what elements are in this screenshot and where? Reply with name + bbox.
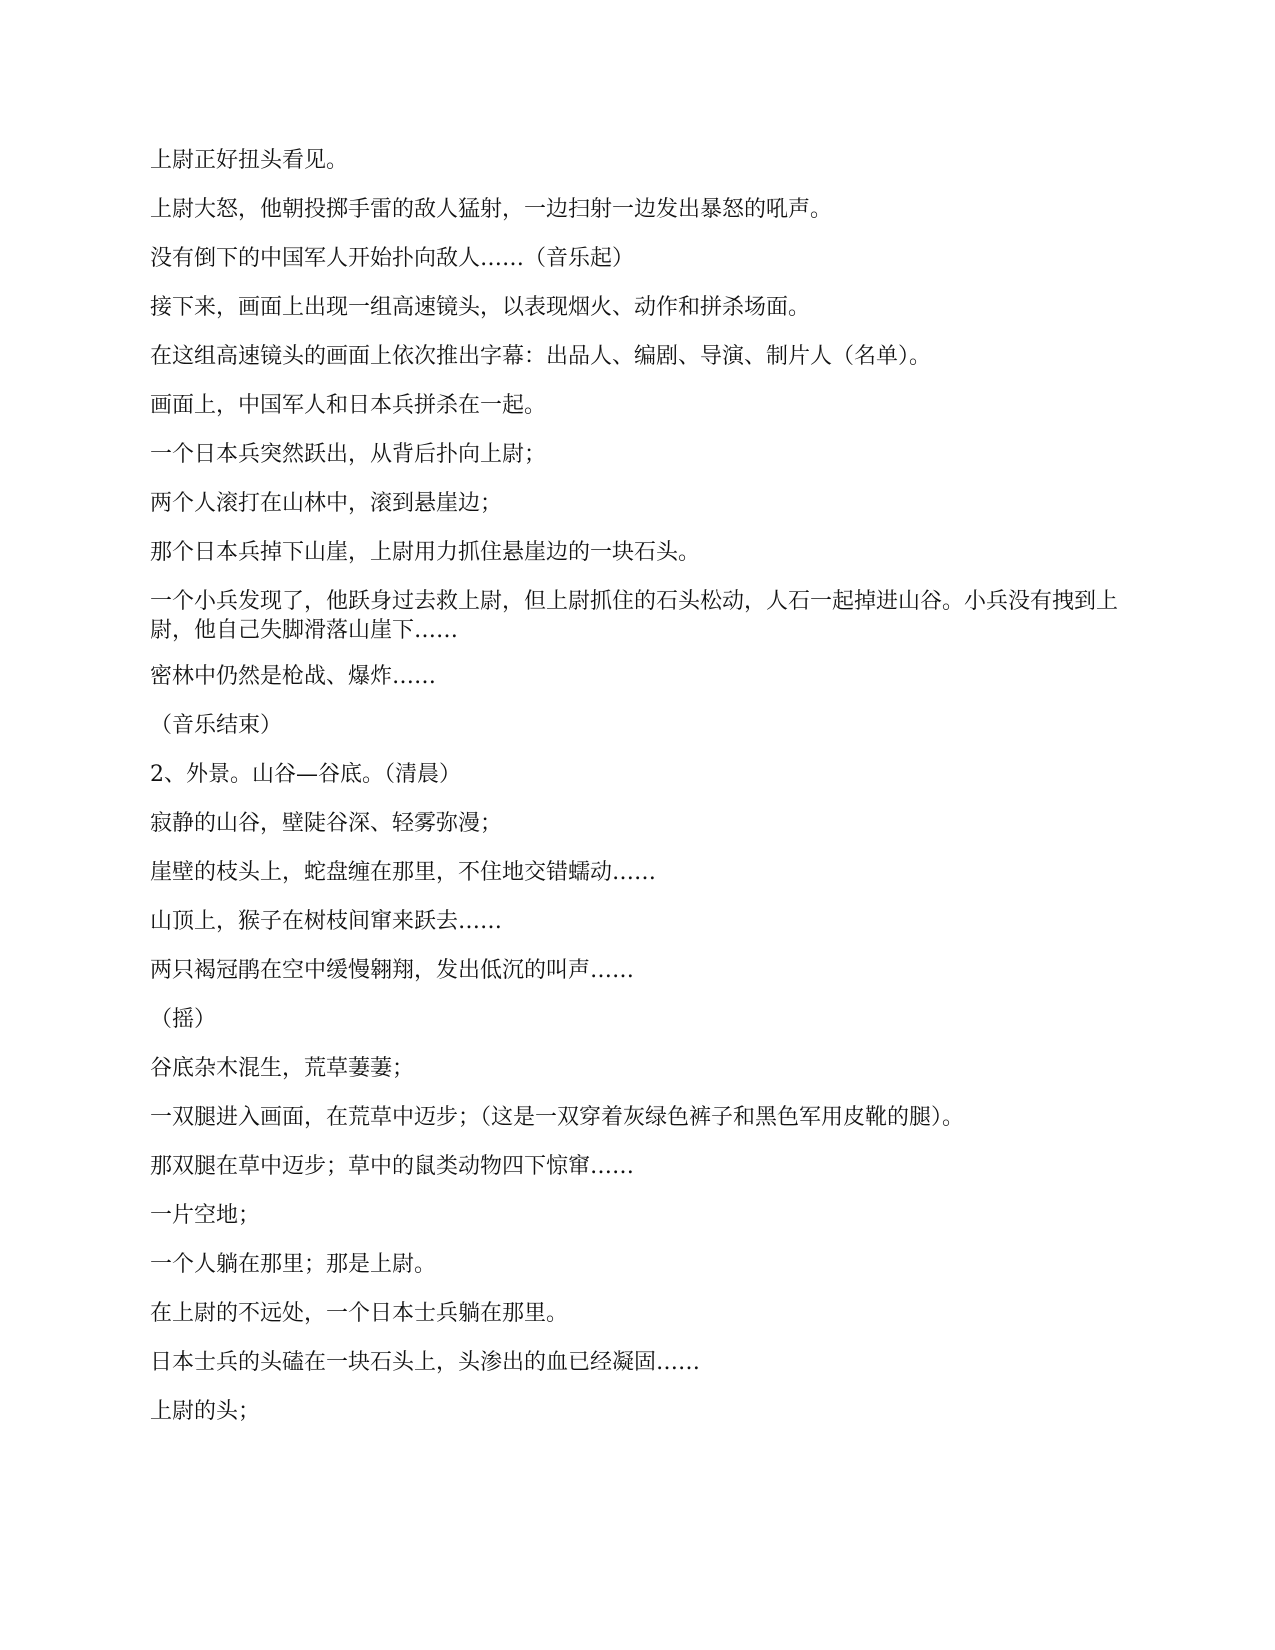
- paragraph: 谷底杂木混生，荒草萋萋；: [150, 1056, 415, 1081]
- paragraph: 山顶上，猴子在树枝间窜来跃去……: [150, 909, 503, 934]
- paragraph: 在上尉的不远处，一个日本士兵躺在那里。: [150, 1301, 569, 1326]
- paragraph: 接下来，画面上出现一组高速镜头，以表现烟火、动作和拼杀场面。: [150, 295, 811, 320]
- paragraph: 寂静的山谷，壁陡谷深、轻雾弥漫；: [150, 811, 503, 836]
- paragraph: （音乐结束）: [150, 713, 283, 738]
- paragraph: 画面上，中国军人和日本兵拼杀在一起。: [150, 393, 547, 418]
- paragraph: 一个日本兵突然跃出，从背后扑向上尉；: [150, 442, 547, 467]
- paragraph: 没有倒下的中国军人开始扑向敌人……（音乐起）: [150, 246, 635, 271]
- paragraph: 上尉大怒，他朝投掷手雷的敌人猛射，一边扫射一边发出暴怒的吼声。: [150, 197, 833, 222]
- paragraph: 日本士兵的头磕在一块石头上，头渗出的血已经凝固……: [150, 1350, 701, 1375]
- paragraph: 一片空地；: [150, 1203, 261, 1228]
- paragraph: （摇）: [150, 1007, 217, 1032]
- paragraph: 在这组高速镜头的画面上依次推出字幕：出品人、编剧、导演、制片人（名单）。: [150, 344, 932, 369]
- paragraph: 崖壁的枝头上，蛇盘缠在那里，不住地交错蠕动……: [150, 860, 657, 885]
- paragraph: 上尉正好扭头看见。: [150, 148, 349, 173]
- paragraph: 两个人滚打在山林中，滚到悬崖边；: [150, 491, 503, 516]
- paragraph: 那双腿在草中迈步；草中的鼠类动物四下惊窜……: [150, 1154, 635, 1179]
- scene-heading: 2、外景。山谷—谷底。（清晨）: [150, 762, 461, 787]
- paragraph: 一双腿进入画面，在荒草中迈步；（这是一双穿着灰绿色裤子和黑色军用皮靴的腿）。: [150, 1105, 965, 1130]
- paragraph: 两只褐冠鹃在空中缓慢翱翔，发出低沉的叫声……: [150, 958, 635, 983]
- paragraph: 一个人躺在那里；那是上尉。: [150, 1252, 437, 1277]
- paragraph: 那个日本兵掉下山崖，上尉用力抓住悬崖边的一块石头。: [150, 540, 701, 565]
- paragraph: 一个小兵发现了，他跃身过去救上尉，但上尉抓住的石头松动，人石一起掉进山谷。小兵没有拽到上尉，他自己失脚滑落山崖下……: [150, 589, 1119, 643]
- paragraph: 上尉的头；: [150, 1399, 261, 1424]
- paragraph: 密林中仍然是枪战、爆炸……: [150, 664, 437, 689]
- script-text-body: [150, 146, 1120, 1446]
